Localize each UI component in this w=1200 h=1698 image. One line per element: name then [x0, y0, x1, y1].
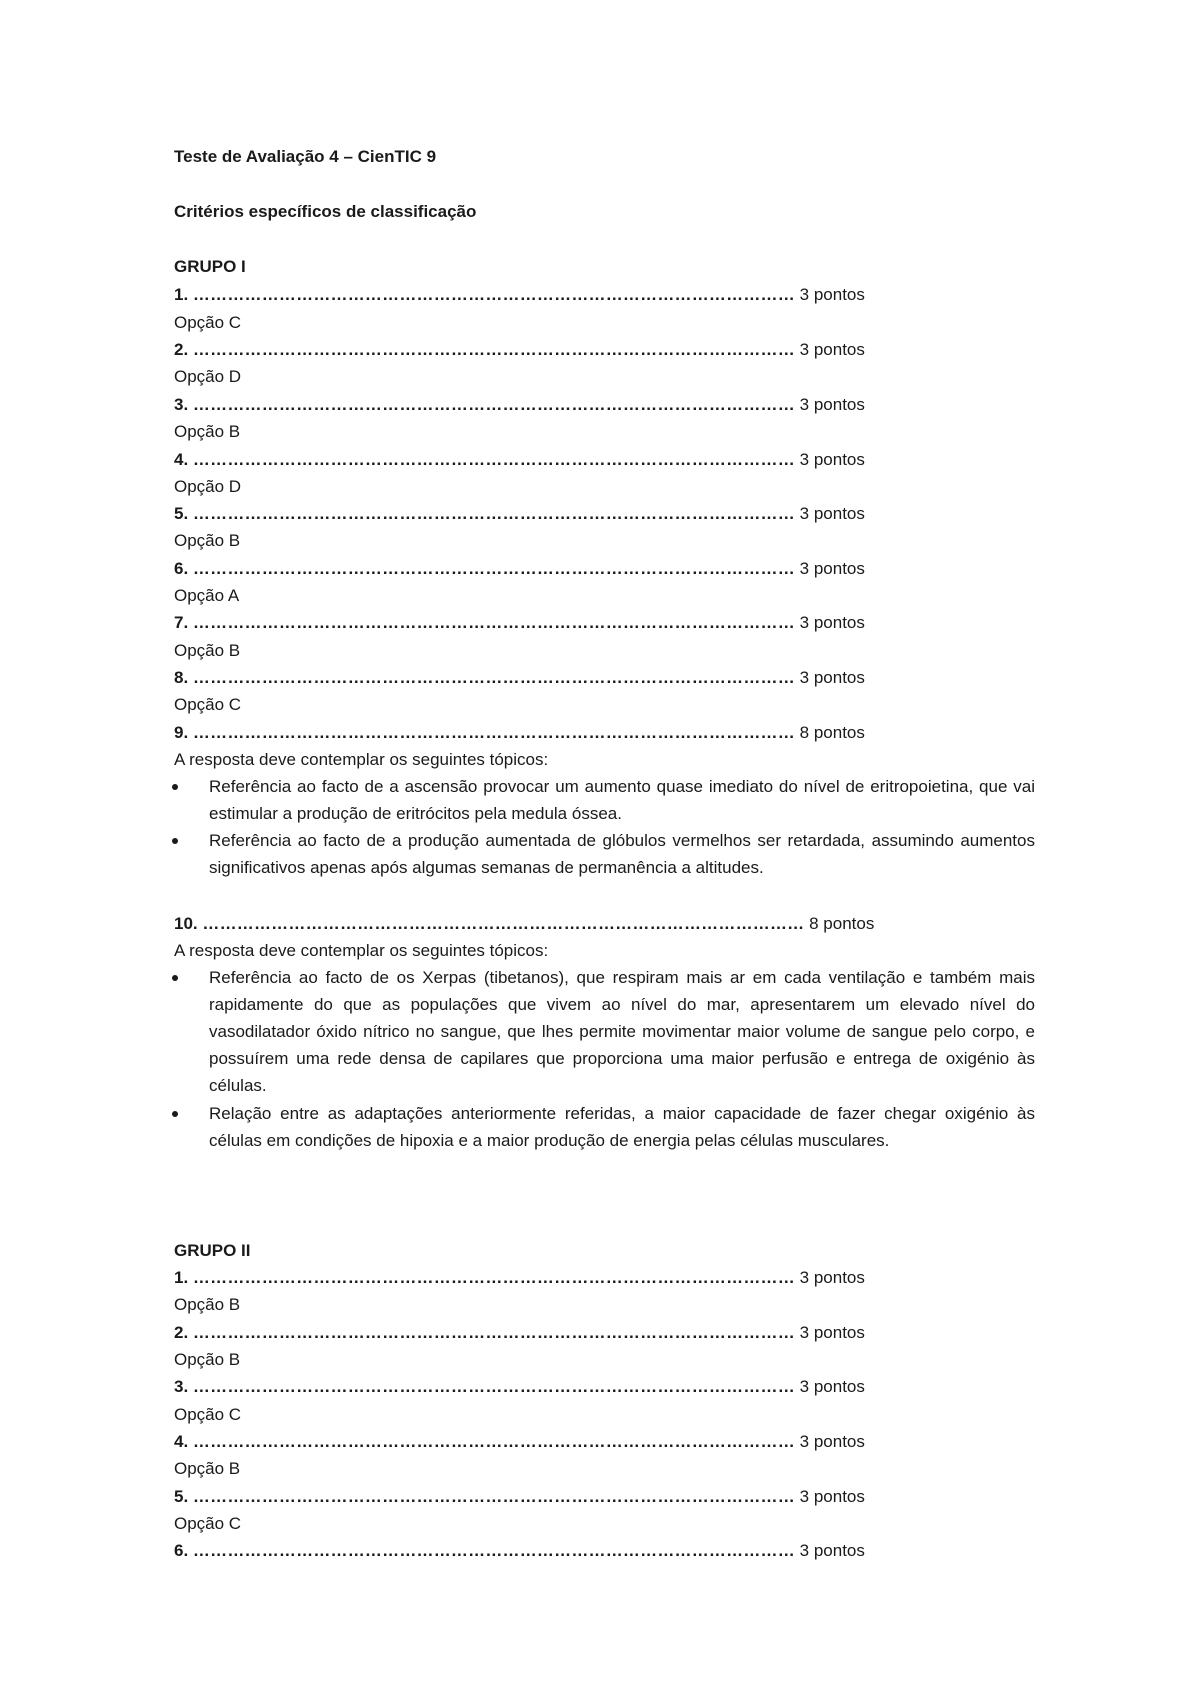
item-number: 1.	[174, 285, 189, 304]
group1-answer-8: Opção C	[174, 695, 242, 714]
dot-leader: ……………………………………………………………………………………………	[192, 668, 795, 687]
item-points: 3 pontos	[799, 285, 865, 304]
group1-answer-5: Opção B	[174, 531, 241, 550]
item-number: 6.	[174, 559, 189, 578]
group2-item-5	[174, 1483, 874, 1510]
group1-item-8	[174, 664, 874, 691]
dot-leader: ……………………………………………………………………………………………	[192, 504, 795, 523]
group1-answer-6: Opção A	[174, 586, 240, 605]
item-number: 3.	[174, 1377, 189, 1396]
item-points: 8 pontos	[799, 723, 865, 742]
group1-item9-bullet-2: Referência ao facto de a produção aumentada de glóbulos vermelhos ser retardada, assumindo aumentos significativos apenas após algumas semanas de permanência a altitudes.	[209, 831, 1035, 877]
group1-item-7	[174, 609, 874, 636]
group1-heading: GRUPO I	[174, 257, 246, 276]
item-number: 1.	[174, 1268, 189, 1287]
dot-leader: ……………………………………………………………………………………………	[192, 1377, 795, 1396]
group1-answer-4: Opção D	[174, 477, 242, 496]
group1-item10-bullet-2: Relação entre as adaptações anteriormente referidas, a maior capacidade de fazer chegar oxigénio às células em condições de hipoxia e a maior produção de energia pelas células musculares.	[209, 1104, 1035, 1150]
bullet-icon	[172, 1111, 178, 1117]
group1-item10-bullet-1: Referência ao facto de os Xerpas (tibetanos), que respiram mais ar em cada ventilação e também mais rapidamente do que as populações que vivem ao nível do mar, apresentarem um elevado nível do vasodilatador óxido nítrico no sangue, que lhes permite movimentar maior volume de sangue pelo corpo, e possuírem uma rede densa de capilares que proporciona uma maior perfusão e entrega de oxigénio às células.	[209, 968, 1035, 1095]
group2-answer-2: Opção B	[174, 1350, 241, 1369]
group1-item-3	[174, 391, 874, 418]
item-number: 9.	[174, 723, 189, 742]
dot-leader: ……………………………………………………………………………………………	[202, 914, 805, 933]
dot-leader: ……………………………………………………………………………………………	[192, 723, 795, 742]
document-title: Teste de Avaliação 4 – CienTIC 9	[174, 147, 437, 166]
item-points: 3 pontos	[799, 1432, 865, 1451]
item-points: 3 pontos	[799, 559, 865, 578]
group2-item-2	[174, 1319, 874, 1346]
group2-item-4	[174, 1428, 874, 1455]
group1-answer-3: Opção B	[174, 422, 241, 441]
group1-item-10	[174, 910, 894, 937]
item-number: 5.	[174, 1487, 189, 1506]
dot-leader: ……………………………………………………………………………………………	[192, 613, 795, 632]
dot-leader: ……………………………………………………………………………………………	[192, 1541, 795, 1560]
item-number: 7.	[174, 613, 189, 632]
item-number: 6.	[174, 1541, 189, 1560]
item-points: 3 pontos	[799, 1487, 865, 1506]
group1-item-1	[174, 281, 874, 308]
group1-item-5	[174, 500, 874, 527]
bullet-icon	[172, 975, 178, 981]
document-subtitle: Critérios específicos de classificação	[174, 202, 477, 221]
group1-item-2	[174, 336, 874, 363]
item-points: 3 pontos	[799, 504, 865, 523]
group1-answer-1: Opção C	[174, 313, 242, 332]
group2-item-6	[174, 1537, 874, 1564]
item-number: 10.	[174, 914, 198, 933]
group1-item10-intro: A resposta deve contemplar os seguintes tópicos:	[174, 941, 549, 960]
item-points: 3 pontos	[799, 450, 865, 469]
item-points: 3 pontos	[799, 1541, 865, 1560]
group1-item9-bullet-1: Referência ao facto de a ascensão provocar um aumento quase imediato do nível de eritropoietina, que vai estimular a produção de eritrócitos pela medula óssea.	[209, 777, 1035, 823]
group1-item-9	[174, 719, 874, 746]
item-points: 3 pontos	[799, 1268, 865, 1287]
group2-answer-4: Opção B	[174, 1459, 241, 1478]
group2-answer-1: Opção B	[174, 1295, 241, 1314]
group2-heading: GRUPO II	[174, 1241, 251, 1260]
dot-leader: ……………………………………………………………………………………………	[192, 450, 795, 469]
item-points: 3 pontos	[799, 1377, 865, 1396]
item-points: 3 pontos	[799, 395, 865, 414]
item-points: 3 pontos	[799, 1323, 865, 1342]
item-number: 4.	[174, 450, 189, 469]
dot-leader: ……………………………………………………………………………………………	[192, 395, 795, 414]
dot-leader: ……………………………………………………………………………………………	[192, 285, 795, 304]
group2-answer-5: Opção C	[174, 1514, 242, 1533]
group2-item-1	[174, 1264, 874, 1291]
dot-leader: ……………………………………………………………………………………………	[192, 340, 795, 359]
item-number: 4.	[174, 1432, 189, 1451]
group1-item-4	[174, 446, 874, 473]
item-points: 8 pontos	[809, 914, 875, 933]
item-number: 3.	[174, 395, 189, 414]
item-points: 3 pontos	[799, 613, 865, 632]
group1-answer-7: Opção B	[174, 641, 241, 660]
dot-leader: ……………………………………………………………………………………………	[192, 1323, 795, 1342]
dot-leader: ……………………………………………………………………………………………	[192, 559, 795, 578]
item-number: 2.	[174, 1323, 189, 1342]
dot-leader: ……………………………………………………………………………………………	[192, 1487, 795, 1506]
bullet-icon	[172, 838, 178, 844]
dot-leader: ……………………………………………………………………………………………	[192, 1432, 795, 1451]
item-number: 5.	[174, 504, 189, 523]
group2-answer-3: Opção C	[174, 1405, 242, 1424]
dot-leader: ……………………………………………………………………………………………	[192, 1268, 795, 1287]
item-points: 3 pontos	[799, 340, 865, 359]
item-number: 8.	[174, 668, 189, 687]
group2-item-3	[174, 1373, 874, 1400]
group1-item-6	[174, 555, 874, 582]
item-number: 2.	[174, 340, 189, 359]
group1-item9-intro: A resposta deve contemplar os seguintes tópicos:	[174, 750, 549, 769]
group1-answer-2: Opção D	[174, 367, 242, 386]
bullet-icon	[172, 784, 178, 790]
item-points: 3 pontos	[799, 668, 865, 687]
